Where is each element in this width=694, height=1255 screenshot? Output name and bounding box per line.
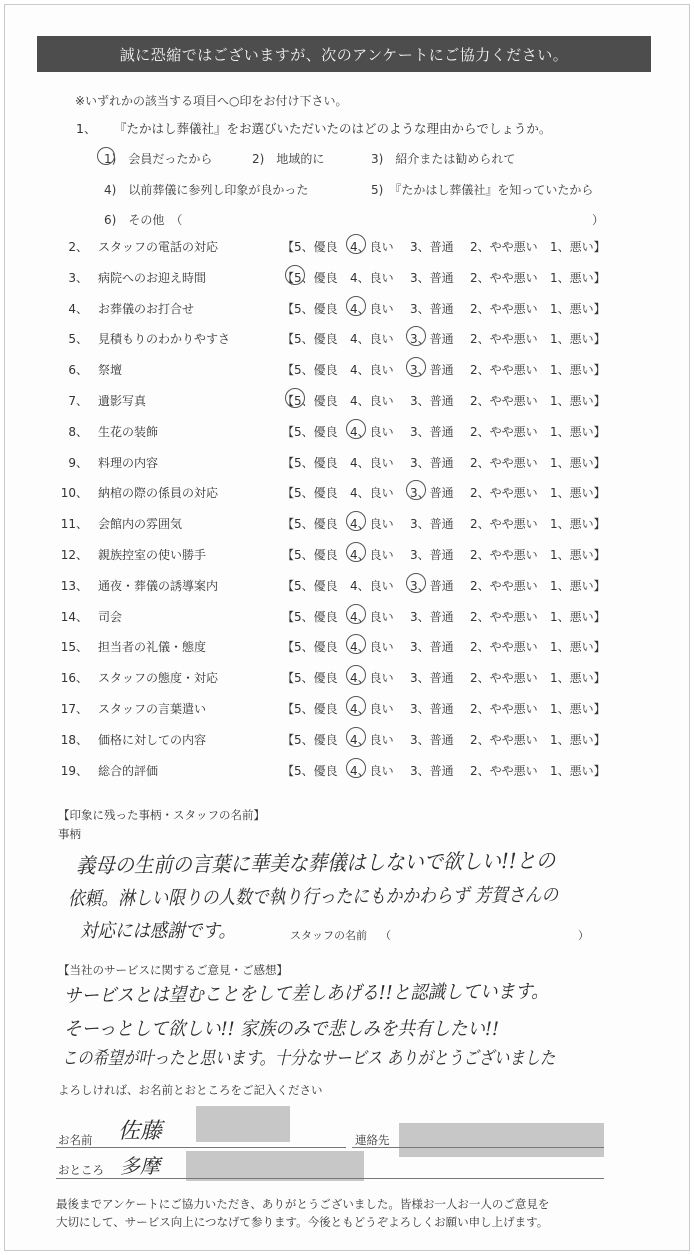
address-redaction (186, 1151, 364, 1181)
rating-option: 2、やや悪い (470, 363, 538, 377)
question-row (60, 423, 620, 443)
rating-option: 3、普通 (410, 640, 454, 654)
question-number: 12、 (60, 548, 88, 562)
footer-line-2: 大切にして、サービス向上につなげて参ります。今後ともどうぞよろしくお願い申し上げます。 (56, 1215, 549, 1229)
question-label: 生花の装飾 (98, 425, 159, 439)
name-handwriting: 佐藤 (118, 1119, 163, 1144)
rating-option: 1、悪い】 (550, 271, 606, 285)
question-label: 司会 (98, 610, 123, 624)
rating-selection-circle (346, 634, 366, 654)
rating-option: 2、やや悪い (470, 517, 538, 531)
question-label: 病院へのお迎え時間 (98, 271, 207, 285)
rating-option: 4、良い (350, 702, 394, 716)
rating-option: 3、普通 (410, 579, 454, 593)
question-row (60, 515, 620, 535)
question-number: 5、 (68, 332, 88, 346)
rating-option: 1、悪い】 (550, 733, 606, 747)
rating-option: 4、良い (350, 610, 394, 624)
question-label: 総合的評価 (98, 764, 159, 778)
rating-option: 1、悪い】 (550, 486, 606, 500)
rating-selection-circle (406, 480, 426, 500)
rating-option: 2、やや悪い (470, 240, 538, 254)
question-number: 11、 (60, 517, 88, 531)
survey-banner: 誠に恐縮ではございますが、次のアンケートにご協力ください。 (37, 36, 651, 72)
rating-option: 2、やや悪い (470, 579, 538, 593)
rating-option: 【5、優良 (282, 671, 338, 685)
rating-option: 4、良い (350, 548, 394, 562)
question-label: 価格に対しての内容 (98, 733, 207, 747)
rating-option: 【5、優良 (282, 271, 338, 285)
rating-option: 1、悪い】 (550, 332, 606, 346)
rating-option: 【5、優良 (282, 517, 338, 531)
question-label: 祭壇 (98, 363, 123, 377)
staff-name-label: スタッフの名前 (290, 929, 367, 942)
rating-option: 4、良い (350, 302, 394, 316)
rating-option: 4、良い (350, 640, 394, 654)
question-number: 4、 (68, 302, 88, 316)
q1-option-2: 2) 地域的に (252, 152, 325, 166)
rating-option: 1、悪い】 (550, 702, 606, 716)
question-row (60, 608, 620, 628)
q1-question: 『たかはし葬儀社』をお選びいただいたのはどのような理由からでしょうか。 (114, 121, 552, 136)
question-number: 19、 (60, 764, 88, 778)
question-row (60, 638, 620, 658)
rating-selection-circle (346, 727, 366, 747)
rating-option: 4、良い (350, 733, 394, 747)
impression-handwriting-line-1: 義母の生前の言葉に華美な葬儀はしないで欲しい!!との (75, 848, 556, 878)
rating-selection-circle (346, 604, 366, 624)
rating-option: 2、やや悪い (470, 394, 538, 408)
rating-option: 2、やや悪い (470, 640, 538, 654)
question-row (60, 577, 620, 597)
question-number: 10、 (60, 486, 88, 500)
question-number: 13、 (60, 579, 88, 593)
phone-label: 連絡先 (355, 1133, 390, 1147)
rating-selection-circle (346, 758, 366, 778)
question-label: 納棺の際の係員の対応 (98, 486, 219, 500)
rating-option: 3、普通 (410, 548, 454, 562)
impression-handwriting-line-2: 依頼。淋しい限りの人数で執り行ったにもかかわらず 芳賀さんの (67, 884, 559, 910)
question-label: 担当者の礼儀・態度 (98, 640, 207, 654)
question-label: 料理の内容 (98, 456, 159, 470)
rating-option: 3、普通 (410, 271, 454, 285)
rating-option: 【5、優良 (282, 702, 338, 716)
rating-option: 3、普通 (410, 425, 454, 439)
rating-option: 2、やや悪い (470, 764, 538, 778)
service-handwriting-line-2: そーっとして欲しい!! 家族のみで悲しみを共有したい!! (64, 1018, 500, 1040)
rating-option: 1、悪い】 (550, 671, 606, 685)
q1-option-6-close: ） (592, 213, 605, 227)
question-label: スタッフの態度・対応 (98, 671, 219, 685)
rating-option: 4、良い (350, 240, 394, 254)
name-label: お名前 (58, 1133, 93, 1147)
footer-line-1: 最後までアンケートにご協力いただき、ありがとうございました。皆様お一人お一人のご意見を (56, 1197, 550, 1211)
rating-option: 4、良い (350, 425, 394, 439)
q1-option-1: 1) 会員だったから (104, 152, 213, 166)
rating-option: 1、悪い】 (550, 548, 606, 562)
rating-option: 1、悪い】 (550, 579, 606, 593)
rating-selection-circle (285, 388, 305, 408)
rating-selection-circle (346, 542, 366, 562)
rating-option: 1、悪い】 (550, 425, 606, 439)
rating-option: 2、やや悪い (470, 671, 538, 685)
service-handwriting-line-1: サービスとは望むことをして差しあげる!!と認識しています。 (63, 980, 549, 1007)
rating-selection-circle (346, 234, 366, 254)
rating-option: 2、やや悪い (470, 733, 538, 747)
rating-option: 3、普通 (410, 240, 454, 254)
rating-option: 1、悪い】 (550, 302, 606, 316)
service-handwriting-line-3: この希望が叶ったと思います。十分なサービス ありがとうございました (62, 1048, 556, 1069)
question-row (60, 700, 620, 720)
q1-number: 1、 (76, 121, 97, 136)
question-row (60, 392, 620, 412)
rating-option: 2、やや悪い (470, 610, 538, 624)
q1-selection-circle (97, 147, 115, 165)
rating-option: 2、やや悪い (470, 548, 538, 562)
question-label: スタッフの電話の対応 (98, 240, 219, 254)
rating-selection-circle (406, 357, 426, 377)
rating-option: 【5、優良 (282, 486, 338, 500)
question-row (60, 238, 620, 258)
rating-option: 【5、優良 (282, 548, 338, 562)
address-underline (56, 1178, 604, 1179)
rating-option: 3、普通 (410, 363, 454, 377)
question-row (60, 361, 620, 381)
question-label: 見積もりのわかりやすさ (98, 332, 231, 346)
question-label: 通夜・葬儀の誘導案内 (98, 579, 219, 593)
rating-selection-circle (346, 665, 366, 685)
rating-option: 3、普通 (410, 517, 454, 531)
rating-option: 4、良い (350, 486, 394, 500)
impression-heading: 【印象に残った事柄・スタッフの名前】 (58, 808, 265, 822)
question-number: 18、 (60, 733, 88, 747)
rating-option: 1、悪い】 (550, 240, 606, 254)
question-label: お葬儀のお打合せ (98, 302, 195, 316)
question-row (60, 762, 620, 782)
rating-option: 【5、優良 (282, 332, 338, 346)
address-handwriting: 多摩 (120, 1154, 160, 1178)
rating-option: 【5、優良 (282, 363, 338, 377)
question-number: 17、 (60, 702, 88, 716)
impression-handwriting-line-3: 対応には感謝です。 (80, 920, 236, 942)
rating-option: 2、やや悪い (470, 332, 538, 346)
rating-option: 【5、優良 (282, 764, 338, 778)
rating-option: 【5、優良 (282, 579, 338, 593)
q1-option-4: 4) 以前葬儀に参列し印象が良かった (104, 183, 309, 197)
rating-option: 2、やや悪い (470, 425, 538, 439)
rating-option: 【5、優良 (282, 302, 338, 316)
rating-option: 2、やや悪い (470, 486, 538, 500)
rating-option: 3、普通 (410, 764, 454, 778)
rating-option: 【5、優良 (282, 394, 338, 408)
rating-option: 3、普通 (410, 456, 454, 470)
rating-selection-circle (346, 696, 366, 716)
rating-selection-circle (346, 419, 366, 439)
rating-selection-circle (406, 326, 426, 346)
question-number: 2、 (68, 240, 88, 254)
rating-option: 1、悪い】 (550, 517, 606, 531)
rating-option: 【5、優良 (282, 733, 338, 747)
question-number: 16、 (60, 671, 88, 685)
staff-name-paren-open: （ (380, 929, 391, 942)
rating-option: 2、やや悪い (470, 456, 538, 470)
rating-option: 2、やや悪い (470, 302, 538, 316)
question-row (60, 300, 620, 320)
service-heading: 【当社のサービスに関するご意見・ご感想】 (58, 963, 288, 977)
question-number: 9、 (68, 456, 88, 470)
rating-option: 4、良い (350, 764, 394, 778)
rating-option: 4、良い (350, 579, 394, 593)
rating-option: 【5、優良 (282, 610, 338, 624)
question-row (60, 330, 620, 350)
rating-option: 4、良い (350, 517, 394, 531)
question-number: 8、 (68, 425, 88, 439)
question-label: スタッフの言葉遣い (98, 702, 207, 716)
q1-option-5: 5) 『たかはし葬儀社』を知っていたから (371, 183, 594, 197)
rating-option: 2、やや悪い (470, 702, 538, 716)
rating-option: 3、普通 (410, 486, 454, 500)
rating-option: 1、悪い】 (550, 640, 606, 654)
rating-option: 4、良い (350, 671, 394, 685)
q1-option-6: 6) その他 （ (104, 213, 183, 227)
staff-name-paren-close: ） (578, 929, 589, 942)
impression-sub-label: 事柄 (58, 827, 81, 841)
rating-option: 3、普通 (410, 394, 454, 408)
instruction-note: ※いずれかの該当する項目へ○印をお付け下さい。 (75, 94, 348, 108)
rating-option: 3、普通 (410, 702, 454, 716)
rating-option: 3、普通 (410, 733, 454, 747)
rating-option: 1、悪い】 (550, 610, 606, 624)
question-number: 15、 (60, 640, 88, 654)
rating-option: 3、普通 (410, 302, 454, 316)
question-number: 3、 (68, 271, 88, 285)
rating-option: 【5、優良 (282, 456, 338, 470)
rating-selection-circle (285, 265, 305, 285)
q1-title (76, 119, 551, 137)
rating-option: 4、良い (350, 332, 394, 346)
question-row (60, 454, 620, 474)
rating-option: 4、良い (350, 271, 394, 285)
question-label: 親族控室の使い勝手 (98, 548, 207, 562)
rating-option: 1、悪い】 (550, 394, 606, 408)
question-row (60, 669, 620, 689)
rating-option: 1、悪い】 (550, 456, 606, 470)
question-number: 7、 (68, 394, 88, 408)
rating-option: 4、良い (350, 363, 394, 377)
rating-option: 3、普通 (410, 671, 454, 685)
rating-option: 3、普通 (410, 332, 454, 346)
rating-option: 4、良い (350, 394, 394, 408)
rating-option: 【5、優良 (282, 640, 338, 654)
rating-option: 【5、優良 (282, 240, 338, 254)
rating-selection-circle (346, 511, 366, 531)
question-row (60, 546, 620, 566)
phone-underline (352, 1147, 604, 1148)
name-underline (56, 1147, 346, 1148)
question-number: 6、 (68, 363, 88, 377)
rating-selection-circle (406, 573, 426, 593)
phone-redaction (399, 1123, 604, 1157)
name-redaction (196, 1106, 290, 1142)
rating-option: 2、やや悪い (470, 271, 538, 285)
question-row (60, 269, 620, 289)
question-row (60, 484, 620, 504)
question-row (60, 731, 620, 751)
rating-option: 4、良い (350, 456, 394, 470)
rating-option: 3、普通 (410, 610, 454, 624)
question-number: 14、 (60, 610, 88, 624)
rating-option: 1、悪い】 (550, 764, 606, 778)
question-label: 遺影写真 (98, 394, 147, 408)
question-label: 会館内の雰囲気 (98, 517, 183, 531)
rating-selection-circle (346, 296, 366, 316)
address-label: おところ (58, 1163, 104, 1177)
contact-prompt: よろしければ、お名前とおところをご記入ください (58, 1083, 323, 1097)
rating-option: 【5、優良 (282, 425, 338, 439)
rating-option: 1、悪い】 (550, 363, 606, 377)
q1-option-3: 3) 紹介または勧められて (371, 152, 516, 166)
